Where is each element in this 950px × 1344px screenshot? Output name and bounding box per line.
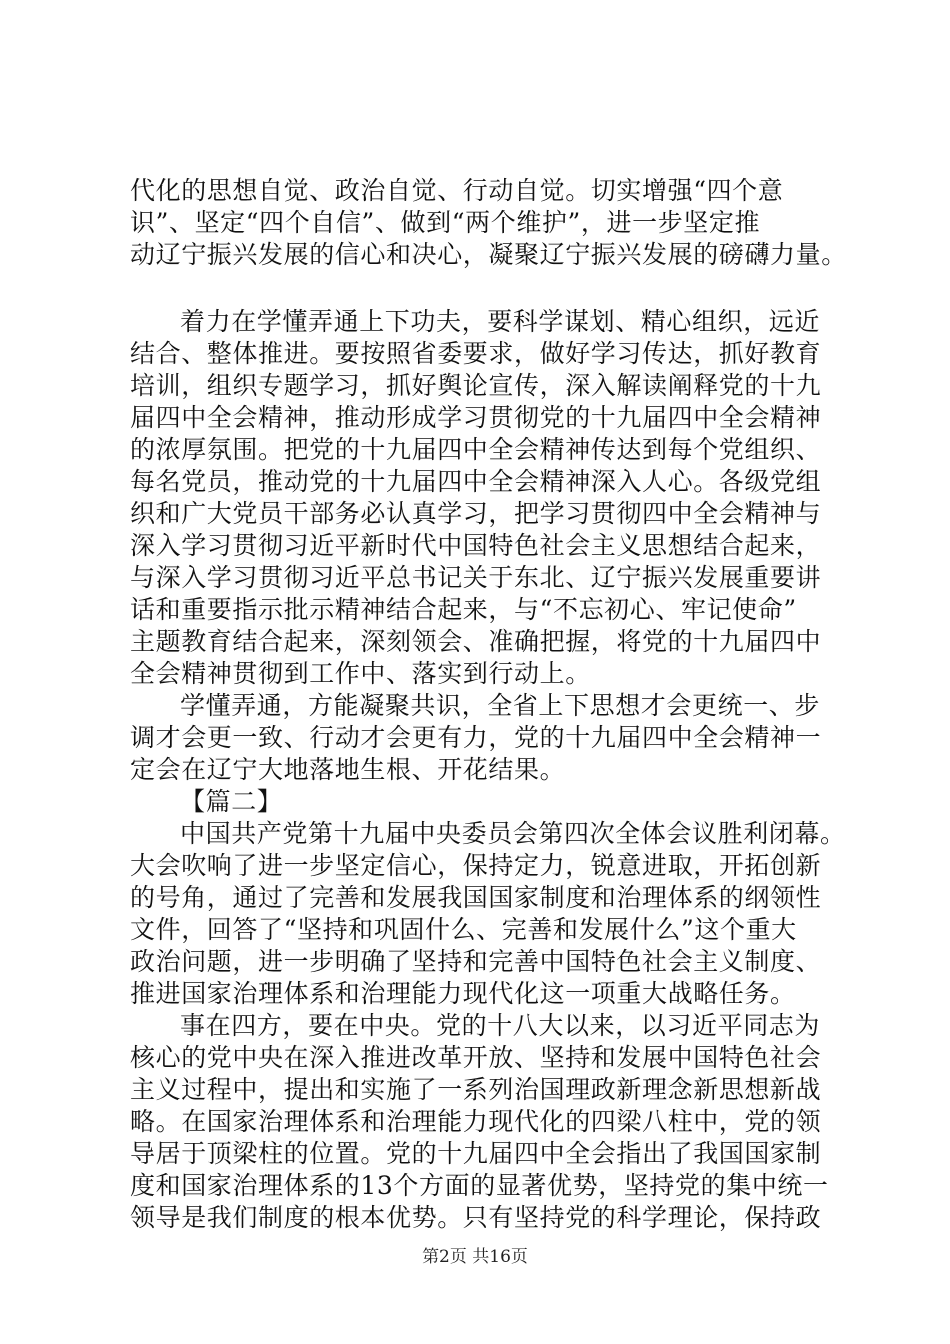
text-line: 导居于顶梁柱的位置。党的十九届四中全会指出了我国国家制 bbox=[130, 1139, 822, 1168]
text-line: 中国共产党第十九届中央委员会第四次全体会议胜利闭幕。 bbox=[180, 819, 846, 848]
text-line: 织和广大党员干部务必认真学习，把学习贯彻四中全会精神与 bbox=[130, 499, 822, 528]
text-line: 每名党员，推动党的十九届四中全会精神深入人心。各级党组 bbox=[130, 467, 822, 496]
text-line: 学懂弄通，方能凝聚共识，全省上下思想才会更统一、步 bbox=[180, 691, 821, 720]
text-line: 领导是我们制度的根本优势。只有坚持党的科学理论，保持政 bbox=[130, 1203, 822, 1232]
text-line: 主题教育结合起来，深刻领会、准确把握，将党的十九届四中 bbox=[130, 627, 822, 656]
text-line: 的浓厚氛围。把党的十九届四中全会精神传达到每个党组织、 bbox=[130, 435, 822, 464]
text-line: 届四中全会精神，推动形成学习贯彻党的十九届四中全会精神 bbox=[130, 403, 822, 432]
text-line: 的号角，通过了完善和发展我国国家制度和治理体系的纲领性 bbox=[130, 883, 822, 912]
text-line: 政治问题，进一步明确了坚持和完善中国特色社会主义制度、 bbox=[130, 947, 822, 976]
text-line: 度和国家治理体系的13个方面的显著优势，坚持党的集中统一 bbox=[130, 1171, 829, 1200]
paragraph-2 bbox=[130, 306, 850, 690]
text-line: 培训，组织专题学习，抓好舆论宣传，深入解读阐释党的十九 bbox=[130, 371, 822, 400]
text-line: 调才会更一致、行动才会更有力，党的十九届四中全会精神一 bbox=[130, 723, 822, 752]
text-line: 核心的党中央在深入推进改革开放、坚持和发展中国特色社会 bbox=[130, 1043, 822, 1072]
text-line: 全会精神贯彻到工作中、落实到行动上。 bbox=[130, 659, 591, 688]
text-line: 大会吹响了进一步坚定信心，保持定力，锐意进取，开拓创新 bbox=[130, 851, 822, 880]
text-line: 略。在国家治理体系和治理能力现代化的四梁八柱中，党的领 bbox=[130, 1107, 822, 1136]
paragraph-5 bbox=[130, 1010, 850, 1234]
section-title: 【篇二】 bbox=[180, 787, 283, 816]
text-line: 与深入学习贯彻习近平总书记关于东北、辽宁振兴发展重要讲 bbox=[130, 563, 822, 592]
document-body bbox=[130, 175, 850, 1234]
paragraph-4 bbox=[130, 818, 850, 1010]
text-line: 结合、整体推进。要按照省委要求，做好学习传达，抓好教育 bbox=[130, 339, 822, 368]
paragraph-spacer bbox=[130, 271, 850, 306]
text-line: 主义过程中，提出和实施了一系列治国理政新理念新思想新战 bbox=[130, 1075, 822, 1104]
paragraph-1 bbox=[130, 175, 850, 271]
section-heading bbox=[130, 786, 850, 818]
page-number-footer: 第2页 共16页 bbox=[422, 1247, 528, 1267]
text-line: 定会在辽宁大地落地生根、开花结果。 bbox=[130, 755, 566, 784]
text-line: 识”、坚定“四个自信”、做到“两个维护”，进一步坚定推 bbox=[130, 208, 761, 237]
text-line: 推进国家治理体系和治理能力现代化这一项重大战略任务。 bbox=[130, 979, 796, 1008]
text-line: 事在四方，要在中央。党的十八大以来，以习近平同志为 bbox=[180, 1011, 821, 1040]
text-line: 着力在学懂弄通上下功夫，要科学谋划、精心组织，远近 bbox=[180, 307, 821, 336]
paragraph-3 bbox=[130, 690, 850, 786]
text-line: 代化的思想自觉、政治自觉、行动自觉。切实增强“四个意 bbox=[130, 176, 784, 205]
text-line: 文件，回答了“坚持和巩固什么、完善和发展什么”这个重大 bbox=[130, 915, 797, 944]
text-line: 深入学习贯彻习近平新时代中国特色社会主义思想结合起来， bbox=[130, 531, 822, 560]
text-line: 动辽宁振兴发展的信心和决心，凝聚辽宁振兴发展的磅礴力量。 bbox=[130, 240, 847, 269]
text-line: 话和重要指示批示精神结合起来，与“不忘初心、牢记使命” bbox=[130, 595, 797, 624]
